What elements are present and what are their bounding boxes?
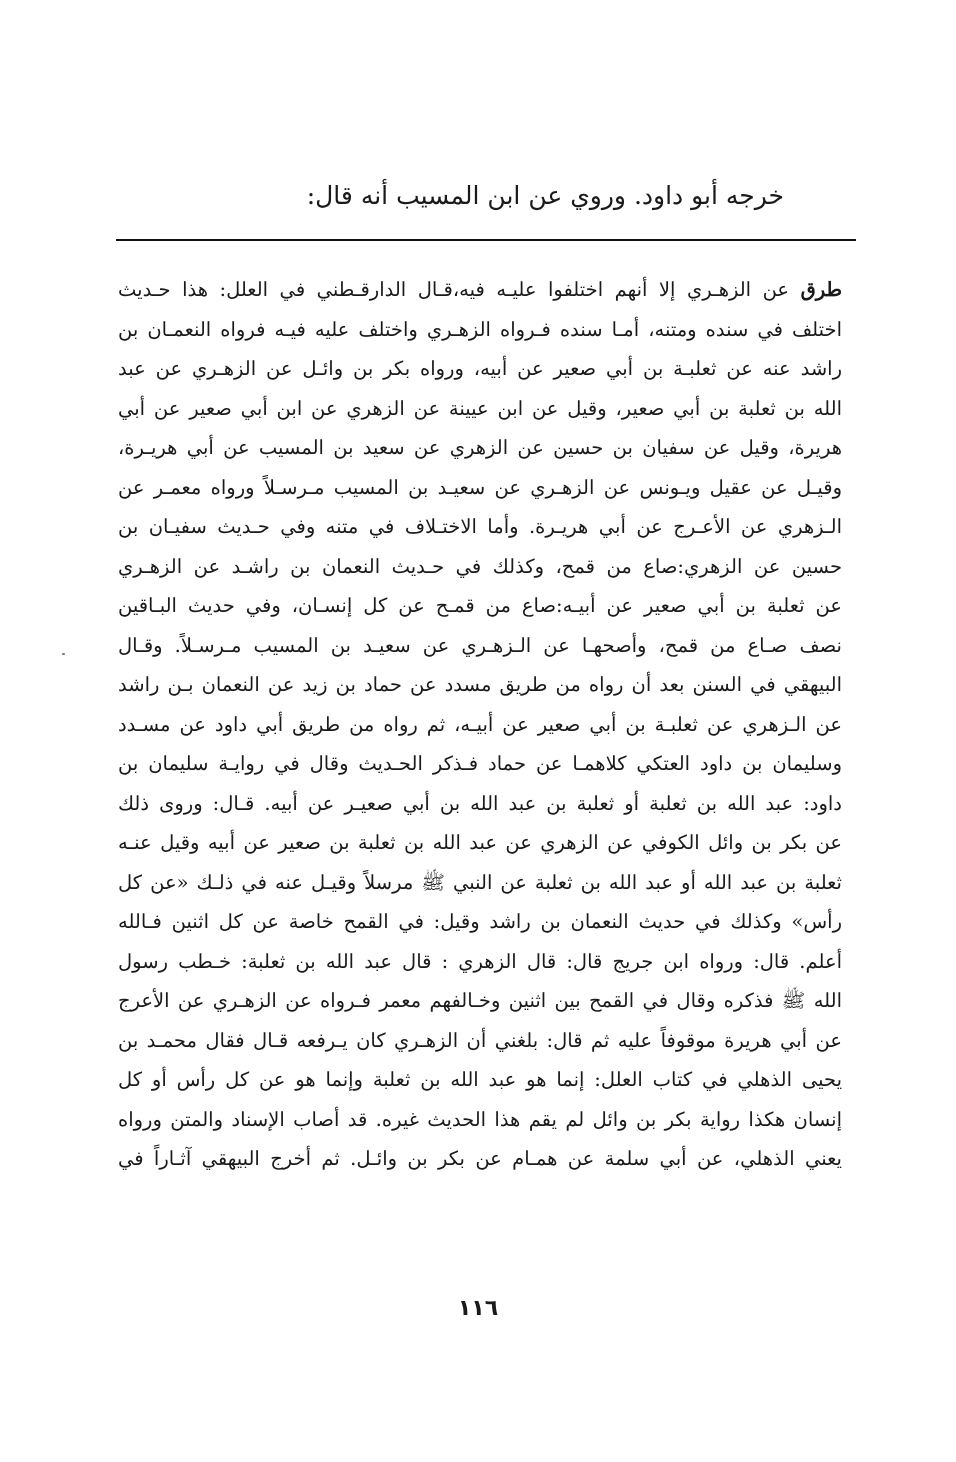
text-line: وقيـل عن عقيل ويـونس عن الزهـري عن سعيـد بن المسيب مـرسـلاً ورواه معمـر عن bbox=[118, 475, 842, 499]
header-text: خرجه أبو داود. وروي عن ابن المسيب أنه قال: bbox=[306, 181, 784, 210]
text-line: ثعلبة بن عبد الله أو عبد الله بن ثعلبة عن النبي ﷺ مرسلاً وقيـل عنه في ذلـك «عن كل bbox=[118, 870, 842, 894]
text-line-rest: عن الزهـري إلا أنهم اختلفوا عليـه فيه،قـال الدارقـطني في العلل: هذا حـديث bbox=[118, 278, 790, 301]
text-line: عن بكر بن وائل الكوفي عن الزهري عن عبد الله بن ثعلبة بن صعير عن أبيه وقيل عنـه bbox=[118, 831, 842, 854]
text-line: الله بن ثعلبة بن أبي صعير، وقيل عن ابن عيينة عن الزهري عن ابن أبي صعير عن أبي bbox=[118, 396, 842, 420]
text-line: هريرة، وقيل عن سفيان بن حسين عن الزهري عن سعيد بن المسيب عن أبي هريـرة، bbox=[118, 436, 842, 459]
text-line: وسليمان بن داود العتكي كلاهمـا عن حماد فـذكر الحـديث وقال في روايـة سليمان بن bbox=[118, 752, 842, 775]
text-line: رأس» وكذلك في حديث النعمان بن راشد وقيل: في القمح خاصة عن كل اثنين فـالله bbox=[118, 910, 842, 933]
lead-word: طرق bbox=[800, 278, 842, 301]
text-line: اختلف في سنده ومتنه، أمـا سنده فـرواه الزهـري واختلف عليه فيـه فرواه النعمـان بن bbox=[118, 317, 842, 341]
text-line: عن ثعلبة بن أبي صعير عن أبيـه:صاع من قمـح عن كل إنسـان، وفي حديث البـاقين bbox=[118, 594, 842, 617]
header-rule bbox=[116, 239, 856, 241]
footnote-text bbox=[118, 270, 842, 1179]
text-line: داود: عبد الله بن ثعلبة أو ثعلبة بن عبد الله بن أبي صعيـر عن أبيه. قـال: وروى ذلك bbox=[118, 791, 842, 815]
text-line: إنسان هكذا رواية بكر بن وائل لم يقم هذا الحديث غيره. قد أصاب الإسناد والمتن ورواه bbox=[118, 1107, 842, 1131]
text-line: عن الـزهري عن ثعلبـة بن أبي صعير عن أبيـه، ثم رواه من طريق أبي داود عن مسـدد bbox=[118, 712, 842, 736]
text-line: يعني الذهلي، عن أبي سلمة عن همـام عن بكر بن وائـل. ثم أخرج البيهقي آثـاراً في bbox=[118, 1147, 842, 1170]
text-line: الـزهري عن الأعـرج عن أبي هريـرة. وأما الاختـلاف في متنه وفي حـديث سفيـان بن bbox=[118, 515, 842, 538]
text-line: الله ﷺ فذكره وقال في القمح بين اثنين وخـالفهم معمر فـرواه عن الزهـري عن الأعرج bbox=[118, 989, 842, 1012]
text-line: عن أبي هريرة موقوفاً عليه ثم قال: بلغني أن الزهـري كان يـرفعه قـال فقال محمـد بن bbox=[118, 1028, 842, 1052]
scan-speck bbox=[62, 653, 65, 655]
text-line: البيهقي في السنن بعد أن رواه من طريق مسدد عن حماد بن زيد عن النعمان بـن راشد bbox=[118, 673, 842, 696]
text-line: يحيى الذهلي في كتاب العلل: إنما هو عبد الله بن ثعلبة وإنما هو عن كل رأس أو كل bbox=[118, 1068, 842, 1091]
text-line: نصف صـاع من قمح، وأصحهـا عن الـزهـري عن سعيـد بن المسيب مـرسـلاً. وقـال bbox=[118, 633, 842, 657]
text-line: حسين عن الزهري:صاع من قمح، وكذلك في حـديث النعمان بن راشـد عن الزهـري bbox=[118, 554, 842, 578]
text-line: راشد عنه عن ثعلبـة بن أبي صعير عن أبيه، ورواه بكر بن وائـل عن الزهـري عن عبد bbox=[118, 357, 842, 380]
text-line: أعلم. قال: ورواه ابن جريج قال: قال الزهري : قال عبد الله بن ثعلبة: خـطب رسول bbox=[118, 949, 842, 973]
text-line bbox=[118, 270, 842, 310]
page-number: ١١٦ bbox=[457, 1296, 499, 1321]
